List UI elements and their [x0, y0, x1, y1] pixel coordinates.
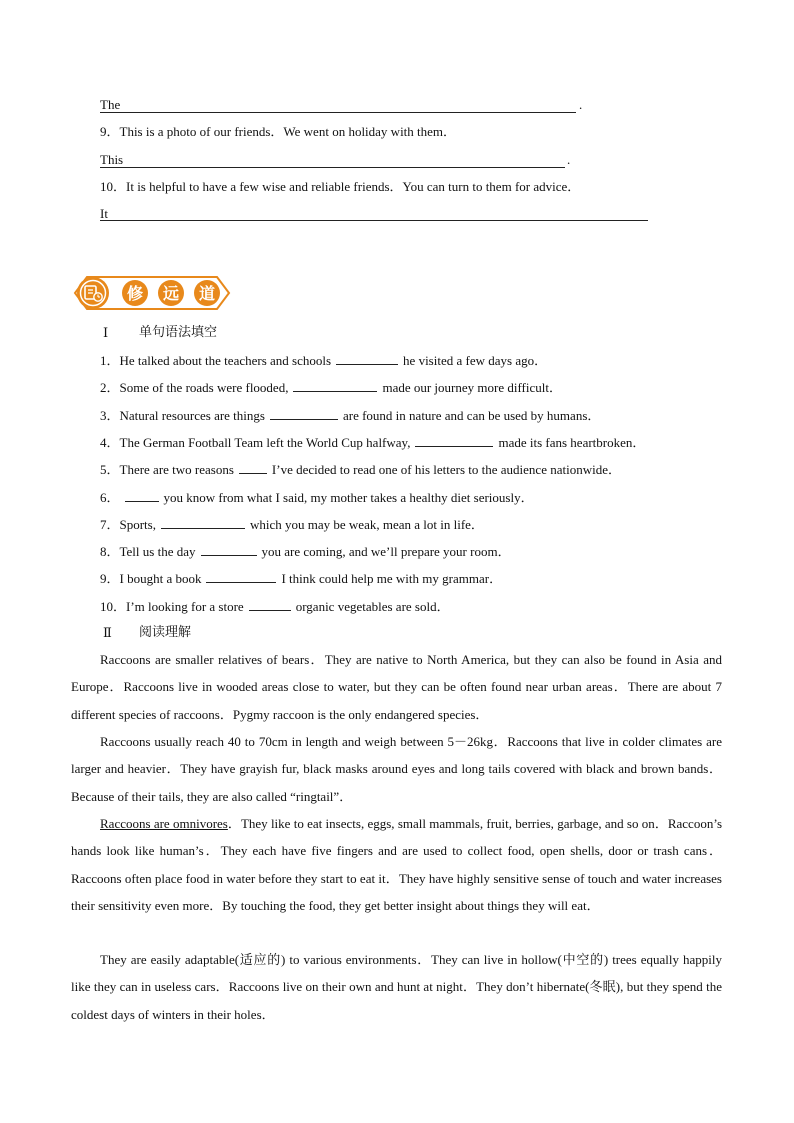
section-1-title: 单句语法填空	[139, 325, 218, 340]
answer-period-8: .	[579, 97, 583, 112]
section-2-numeral: Ⅱ	[103, 625, 112, 640]
paragraph-4-text: They are easily adaptable(适应的) to various environments．They can live in hollow(中空的) trees equally happily like they can in useless cars．Raccoons live on their own and hunt at night．They don’t hibernate(冬眠), but they spend the coldest days of winters in their holes．	[71, 952, 722, 1022]
fill-in-blank[interactable]	[270, 407, 338, 420]
fill-in-blank[interactable]	[293, 379, 377, 392]
grammar-item-text-before: 6．	[100, 489, 120, 505]
grammar-item-text-after: are found in nature and can be used by humans．	[342, 407, 601, 423]
answer-line-8[interactable]	[100, 112, 576, 113]
paragraph-2-text: Raccoons usually reach 40 to 70cm in length and weigh between 5－26kg．Raccoons that live in colder climates are larger and heavier．They have grayish fur, black masks around eyes and long tails covered with black and brown bands．Because of their tails, they are also called “ringtail”．	[71, 734, 722, 804]
section-2-title: 阅读理解	[139, 625, 192, 640]
grammar-item	[100, 434, 645, 451]
question-9: 9．This is a photo of our friends．We went on holiday with them．	[100, 124, 457, 139]
answer-line-10[interactable]	[100, 220, 648, 221]
grammar-item	[100, 379, 562, 396]
fill-in-blank[interactable]	[161, 516, 245, 529]
reading-paragraph-3	[71, 810, 722, 919]
grammar-item-text-before: 1．He talked about the teachers and schools	[100, 353, 332, 368]
grammar-item-text-before: 7．Sports,	[100, 516, 156, 532]
answer-period-9: .	[567, 152, 571, 167]
banner-char-3: 道	[198, 284, 216, 303]
section-1-numeral: Ⅰ	[103, 325, 109, 340]
grammar-item-text-before: 2．Some of the roads were flooded,	[100, 380, 289, 396]
banner-char-1: 修	[126, 284, 144, 303]
fill-in-blank[interactable]	[206, 570, 276, 583]
answer-start-the: The	[100, 97, 121, 112]
grammar-item-text-before: 9．I bought a book	[100, 571, 202, 587]
grammar-item-text-before: 8．Tell us the day	[100, 544, 196, 560]
fill-in-blank[interactable]	[415, 434, 493, 447]
grammar-item-text-before: 4．The German Football Team left the World Cup halfway,	[100, 434, 411, 450]
grammar-item-text-before: 5．There are two reasons	[100, 462, 234, 478]
grammar-item-text-after: organic vegetables are sold．	[295, 598, 450, 614]
fill-in-blank[interactable]	[249, 598, 291, 611]
paragraph-3-text: ．They like to eat insects, eggs, small mammals, fruit, berries, garbage, and so on．Raccoon’s hands look like human’s．They each have five fingers and are used to collect food, open shells, door or trash cans．Raccoons often place food in water before they start to eat it．They have highly sensitive sense of touch and water increases their sensitivity even more．By touching the food, they get better insight about things they will eat．	[71, 816, 723, 913]
fill-in-blank[interactable]	[201, 543, 257, 556]
grammar-item-text-after: you are coming, and we’ll prepare your room．	[261, 544, 511, 560]
grammar-item	[100, 489, 534, 506]
fill-in-blank[interactable]	[125, 489, 159, 502]
section-banner	[71, 271, 231, 315]
grammar-item	[100, 516, 484, 533]
grammar-item-text-after: made our journey more difficult．	[382, 380, 562, 396]
grammar-item-text-before: 10．I’m looking for a store	[100, 598, 244, 614]
paragraph-1-text: Raccoons are smaller relatives of bears．They are native to North America, but they can also be found in Asia and Europe．Raccoons live in wooded areas close to water, but they can be often found near urban areas．There are about 7 different species of raccoons．Pygmy raccoon is the only endangered species．	[71, 652, 722, 722]
grammar-item-text-after: I’ve decided to read one of his letters to the audience nationwide．	[271, 462, 621, 478]
reading-paragraph-4	[71, 946, 722, 1028]
grammar-item-text-after: I think could help me with my grammar．	[281, 571, 503, 587]
answer-line-9[interactable]	[100, 167, 565, 168]
reading-paragraph-1	[71, 646, 722, 728]
grammar-item-text-after: which you may be weak, mean a lot in life．	[249, 516, 484, 532]
banner-char-2: 远	[162, 284, 180, 303]
grammar-item	[100, 598, 450, 615]
fill-in-blank[interactable]	[239, 461, 267, 474]
grammar-item	[100, 570, 502, 587]
answer-start-this: This	[100, 152, 124, 167]
grammar-item-text-after: you know from what I said, my mother takes a healthy diet seriously．	[163, 489, 534, 505]
grammar-item-text-before: 3．Natural resources are things	[100, 407, 265, 423]
grammar-item-text-after: made its fans heartbroken．	[498, 434, 646, 450]
answer-start-it: It	[100, 206, 108, 221]
underlined-phrase: Raccoons are omnivores	[100, 816, 228, 831]
question-10: 10．It is helpful to have a few wise and reliable friends．You can turn to them for advice．	[100, 179, 581, 194]
grammar-item	[100, 543, 511, 560]
grammar-item-text-after: he visited a few days ago．	[403, 353, 548, 368]
grammar-item	[100, 407, 600, 424]
grammar-item	[100, 461, 621, 478]
reading-paragraph-2	[71, 728, 722, 810]
grammar-item	[100, 352, 547, 369]
fill-in-blank[interactable]	[336, 352, 398, 365]
